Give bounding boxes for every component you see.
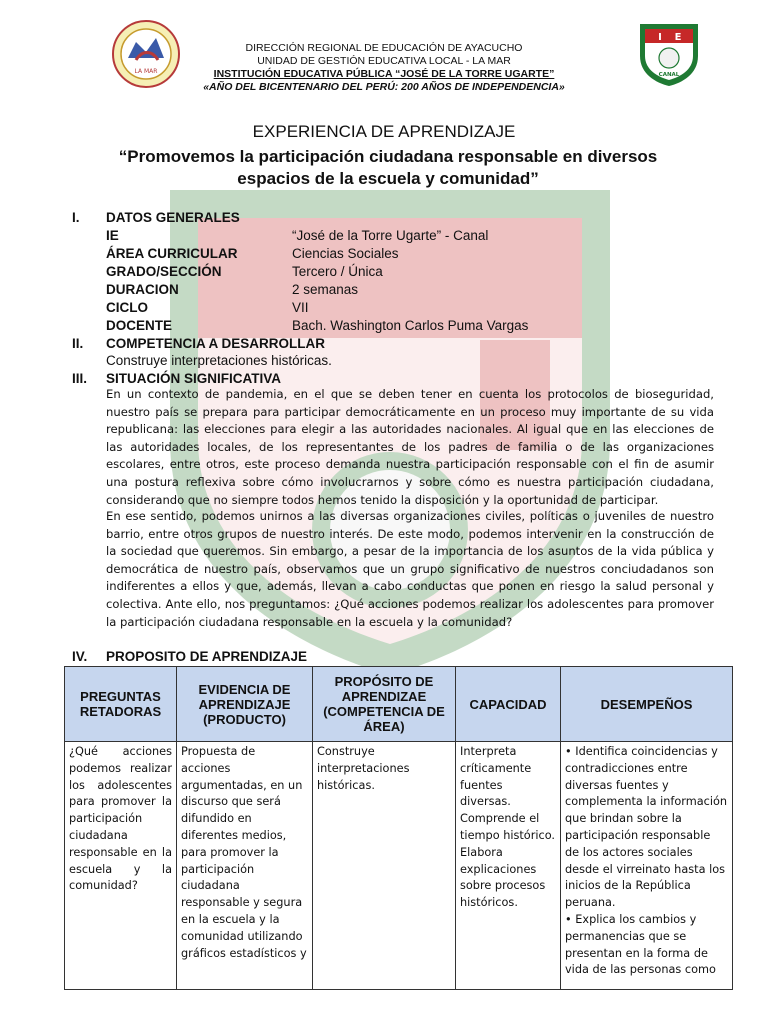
- section-number: IV.: [72, 649, 88, 664]
- datos-label: DURACION: [106, 282, 179, 297]
- crest-letter: I: [658, 32, 662, 43]
- desempeno-item: • Identifica coincidencias y contradicciones entre diversas fuentes y complementa la información que brindan sobre la participación responsable de los actores sociales desde el virreinato hasta los inicios de la República peruana.: [565, 745, 728, 910]
- section-number: I.: [72, 210, 80, 225]
- cell-capacidad: Interpreta críticamente fuentes diversas. Comprende el tiempo histórico. Elabora explicaciones sobre procesos históricos.: [456, 742, 561, 990]
- proposito-table: [64, 666, 733, 990]
- header-capacidad: CAPACIDAD: [456, 667, 561, 742]
- header-line-direccion: DIRECCIÓN REGIONAL DE EDUCACIÓN DE AYACUCHO: [245, 42, 523, 54]
- seal-text: LA MAR: [134, 68, 158, 75]
- cell-proposito: Construye interpretaciones históricas.: [313, 742, 456, 990]
- datos-label: IE: [106, 228, 119, 243]
- section-title-datos: DATOS GENERALES: [106, 210, 240, 225]
- datos-value: “José de la Torre Ugarte” - Canal: [292, 228, 489, 243]
- datos-label: GRADO/SECCIÓN: [106, 264, 222, 279]
- header-line-institucion: INSTITUCIÓN EDUCATIVA PÚBLICA “JOSÉ DE LA TORRE UGARTE”: [213, 68, 555, 80]
- situacion-paragraph-1: En un contexto de pandemia, en el que se deben tener en cuenta los protocolos de bioseguridad, nuestro país se prepara para participar democráticamente en un proceso muy importante de su vida republicana: las elecciones para elegir a las autoridades nacionales. Al igual que en las elecciones de las autoridades locales, de los representantes de los padres de familia o de las organizaciones escolares, entre otros, este proceso demanda nuestra participación responsable con el fin de asumir una postura reflexiva sobre cómo involucrarnos y sobre cómo es nuestra participación ciudadana, considerando que no siempre todos hemos tenido la disposición y la oportunidad de participar.: [106, 387, 714, 507]
- header-preguntas: PREGUNTAS RETADORAS: [65, 667, 177, 742]
- section-title-competencia: COMPETENCIA A DESARROLLAR: [106, 336, 325, 351]
- datos-value: Bach. Washington Carlos Puma Vargas: [292, 318, 529, 333]
- desempeno-item: • Explica los cambios y permanencias que se presentan en la forma de vida de las personas como: [565, 912, 716, 977]
- header-line-ugel: UNIDAD DE GESTIÓN EDUCATIVA LOCAL - LA MAR: [257, 55, 511, 67]
- cell-evidencia: Propuesta de acciones argumentadas, en un discurso que será difundido en diferentes medios, para promover la participación ciudadana responsable y segura en la escuela y la comunidad utilizando gráficos estadísticos y: [177, 742, 313, 990]
- datos-value: 2 semanas: [292, 282, 359, 297]
- crest-text: CANAL: [658, 72, 680, 78]
- section-title-situacion: SITUACIÓN SIGNIFICATIVA: [106, 371, 281, 386]
- section-title-proposito: PROPOSITO DE APRENDIZAJE: [106, 649, 308, 664]
- competencia-text: Construye interpretaciones históricas.: [106, 353, 332, 368]
- datos-label: CICLO: [106, 300, 148, 315]
- section-number: III.: [72, 371, 88, 386]
- document-title: EXPERIENCIA DE APRENDIZAJE: [252, 122, 516, 141]
- datos-value: Tercero / Única: [292, 264, 383, 279]
- cell-desempenos: [561, 742, 733, 990]
- section-number: II.: [72, 336, 84, 351]
- document-subtitle: “Promovemos la participación ciudadana responsable en diversos espacios de la escuela y comunidad”: [118, 147, 658, 188]
- table-header-row: [65, 667, 733, 742]
- header-line-ano: «AÑO DEL BICENTENARIO DEL PERÚ: 200 AÑOS DE INDEPENDENCIA»: [203, 81, 565, 93]
- datos-value: VII: [292, 300, 309, 315]
- crest-letter: E: [674, 32, 682, 43]
- table-row: [65, 742, 733, 990]
- header-evidencia: EVIDENCIA DE APRENDIZAJE (PRODUCTO): [177, 667, 313, 742]
- cell-preguntas: ¿Qué acciones podemos realizar los adolescentes para promover la participación ciudadana responsable en la escuela y la comunidad?: [65, 742, 177, 990]
- datos-value: Ciencias Sociales: [292, 246, 399, 261]
- datos-label: ÁREA CURRICULAR: [106, 246, 238, 261]
- datos-label: DOCENTE: [106, 318, 173, 333]
- situacion-paragraph-2: En ese sentido, podemos unirnos a las diversas organizaciones civiles, políticas o juveniles de nuestro barrio, entre otros grupos de nuestro interés. De este modo, podemos intervenir en la construcción de la sociedad que queremos. Sin embargo, a pesar de la importancia de los asuntos de la vida pública y democrática de nuestro país, observamos que un grupo significativo de nuestros conciudadanos son indiferentes a ellos y que, además, llevan a cabo conductas que ponen en riesgo la salud personal y colectiva. Ante ello, nos preguntamos: ¿Qué acciones podemos realizar los adolescentes para promover la participación ciudadana responsable en la escuela y la comunidad?: [106, 509, 714, 629]
- header-desempenos: DESEMPEÑOS: [561, 667, 733, 742]
- header-proposito: PROPÓSITO DE APRENDIZAE (COMPETENCIA DE ÁREA): [313, 667, 456, 742]
